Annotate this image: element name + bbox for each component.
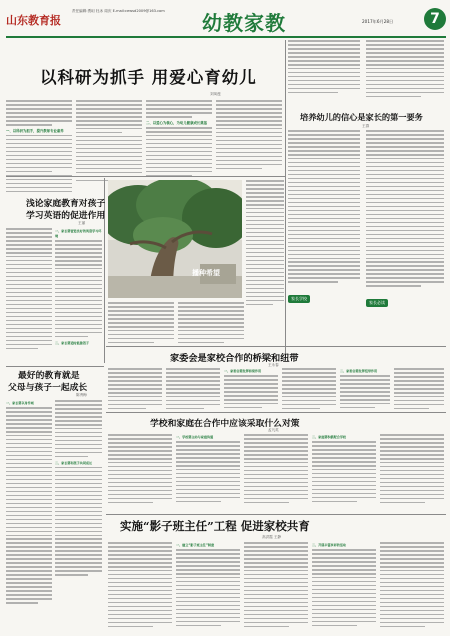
- shadow-column-4: [312, 542, 376, 629]
- parents-headline-1: 最好的教育就是: [18, 371, 80, 381]
- divider: [6, 366, 104, 367]
- bridge-column-3: [224, 368, 278, 411]
- right-byline: 王群: [362, 124, 370, 128]
- cooperation-column-2: [176, 434, 240, 505]
- subhead: 二、开展丰富多彩的活动: [312, 543, 347, 547]
- cooperation-column-3: [244, 434, 308, 506]
- mid-column-1: [108, 302, 174, 346]
- editor-info: 责任编辑:贾坦 杜冰 周庆 E-mail:cewsd2009@163.com: [72, 9, 165, 13]
- mid-column-2: [178, 302, 244, 346]
- subhead: 一、建立“影子班主任”制度: [176, 543, 215, 547]
- parents-headline-2: 父母与孩子一起成长: [8, 383, 88, 393]
- newspaper-logo: 山东教育报: [6, 14, 61, 27]
- shadow-column-3: [244, 542, 308, 630]
- right-top-column-2: [366, 40, 444, 100]
- right-column-1: [288, 130, 360, 304]
- parent-school-tag: 家长学校: [288, 295, 310, 303]
- subhead: 二、家委会要发挥纽带作用: [340, 369, 378, 373]
- cooperation-column-4: [312, 434, 376, 505]
- masthead: [6, 6, 446, 38]
- parents-byline: 陈秀梅: [76, 393, 87, 397]
- main-byline: 刘凤莲: [210, 92, 221, 96]
- shadow-byline: 高洪霞 王静: [262, 535, 282, 539]
- shadow-column-2: [176, 542, 240, 629]
- bridge-column-6: [394, 368, 444, 412]
- subhead: 一、家长要以身作则: [6, 401, 34, 405]
- right-headline: 培养幼儿的信心是家长的第一要务: [300, 112, 423, 122]
- cooperation-headline: 学校和家庭在合作中应该采取什么对策: [150, 419, 300, 429]
- main-column-3: [146, 100, 212, 179]
- bridge-column-2: [166, 368, 220, 412]
- divider: [106, 412, 446, 413]
- divider: [6, 176, 286, 177]
- bridge-byline: 王永春: [268, 363, 279, 367]
- subhead: 一、以科研为抓手，提升教师专业素养: [6, 128, 64, 133]
- parents-column-1: [6, 400, 52, 606]
- cooperation-column-5: [380, 434, 444, 506]
- subhead: 二、以爱心为核心，为幼儿健康成长奠基: [146, 120, 208, 125]
- parents-column-2: [55, 400, 102, 578]
- subhead: 一、家委会要发挥桥梁作用: [224, 369, 262, 373]
- cooperation-byline: 孟凡英: [268, 428, 279, 432]
- main-column-2: [76, 100, 142, 184]
- main-column-4: [216, 100, 282, 191]
- tree-photo-graphic: [108, 180, 242, 298]
- subhead: 二、家庭要积极配合学校: [312, 435, 347, 439]
- subhead: 二、家长要和孩子共同成长: [55, 460, 93, 465]
- shadow-headline: 实施“影子班主任”工程 促进家校共育: [120, 519, 310, 533]
- subhead: 二、家长要适时鼓励孩子: [55, 340, 90, 345]
- english-headline-2: 学习英语的促进作用: [26, 211, 106, 221]
- divider: [106, 346, 446, 347]
- shadow-column-5: [380, 542, 444, 630]
- english-headline-1: 浅论家庭教育对孩子: [26, 199, 106, 209]
- subhead: 一、家长要营造良好的英语学习环境: [55, 229, 102, 238]
- issue-date: 2017年6月28日: [362, 19, 394, 24]
- school-tree-photo: [108, 180, 242, 298]
- divider: [285, 40, 286, 360]
- cooperation-column-1: [108, 434, 172, 506]
- subhead: 一、学校要主动与家庭沟通: [176, 435, 214, 439]
- shadow-column-1: [108, 542, 172, 630]
- english-column-1: [6, 228, 52, 352]
- photo-stamp-text: 播种希望: [192, 268, 220, 277]
- bridge-column-4: [282, 368, 336, 412]
- english-byline: 王丽: [78, 221, 86, 225]
- main-column-1: [6, 100, 72, 195]
- bridge-headline: 家委会是家校合作的桥梁和纽带: [170, 353, 299, 364]
- mid-side-column: [246, 180, 284, 308]
- divider: [106, 514, 446, 515]
- english-column-2: [55, 228, 102, 345]
- parent-read-tag: 家长必读: [366, 299, 388, 307]
- bridge-column-1: [108, 368, 162, 412]
- right-column-2: [366, 130, 444, 308]
- right-top-column-1: [288, 40, 360, 96]
- section-title: 幼教家教: [202, 11, 286, 35]
- main-headline: 以科研为抓手 用爱心育幼儿: [40, 68, 257, 87]
- page-number-badge: 7: [424, 8, 446, 30]
- bridge-column-5: [340, 368, 390, 411]
